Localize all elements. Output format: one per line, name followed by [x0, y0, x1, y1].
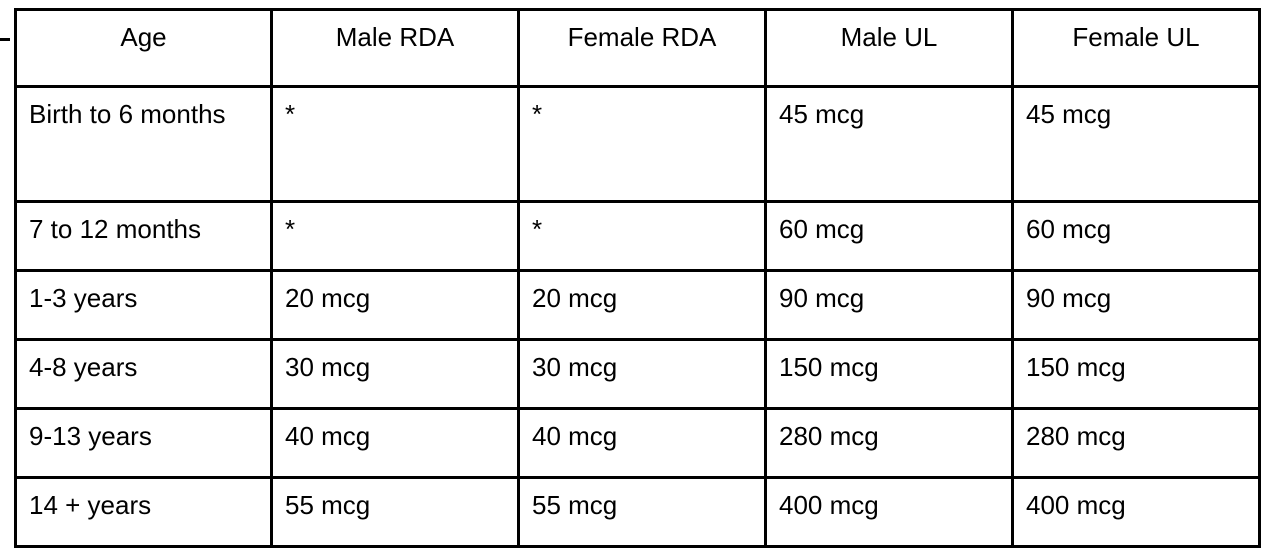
cell-male-ul: 60 mcg — [766, 202, 1013, 271]
cell-female-ul: 45 mcg — [1013, 87, 1260, 202]
table-body — [16, 87, 1260, 547]
cell-male-rda: * — [272, 202, 519, 271]
table-header — [16, 10, 1260, 87]
table-row — [16, 87, 1260, 202]
column-header-female-rda: Female RDA — [519, 10, 766, 87]
cell-female-rda: 40 mcg — [519, 409, 766, 478]
cell-male-ul: 90 mcg — [766, 271, 1013, 340]
cell-age: 9-13 years — [16, 409, 272, 478]
cell-female-ul: 150 mcg — [1013, 340, 1260, 409]
cell-female-rda: 20 mcg — [519, 271, 766, 340]
table-row — [16, 271, 1260, 340]
cell-male-ul: 400 mcg — [766, 478, 1013, 547]
table-row — [16, 202, 1260, 271]
column-header-female-ul: Female UL — [1013, 10, 1260, 87]
cell-age: 4-8 years — [16, 340, 272, 409]
cell-age: 1-3 years — [16, 271, 272, 340]
cell-male-ul: 150 mcg — [766, 340, 1013, 409]
cell-male-rda: 55 mcg — [272, 478, 519, 547]
cell-female-rda: * — [519, 202, 766, 271]
cell-age: 7 to 12 months — [16, 202, 272, 271]
cell-male-ul: 45 mcg — [766, 87, 1013, 202]
column-header-age: Age — [16, 10, 272, 87]
cell-male-ul: 280 mcg — [766, 409, 1013, 478]
cell-female-ul: 280 mcg — [1013, 409, 1260, 478]
cell-male-rda: 40 mcg — [272, 409, 519, 478]
cell-age: Birth to 6 months — [16, 87, 272, 202]
column-header-male-ul: Male UL — [766, 10, 1013, 87]
table-header-row — [16, 10, 1260, 87]
cell-age: 14 + years — [16, 478, 272, 547]
cell-female-ul: 90 mcg — [1013, 271, 1260, 340]
table-row — [16, 409, 1260, 478]
cell-female-rda: 55 mcg — [519, 478, 766, 547]
left-margin-tick — [0, 38, 10, 41]
nutrient-intake-table — [14, 8, 1261, 548]
column-header-male-rda: Male RDA — [272, 10, 519, 87]
cell-female-rda: 30 mcg — [519, 340, 766, 409]
cell-female-rda: * — [519, 87, 766, 202]
cell-male-rda: 20 mcg — [272, 271, 519, 340]
cell-male-rda: 30 mcg — [272, 340, 519, 409]
nutrient-intake-table-container — [14, 8, 1258, 548]
cell-male-rda: * — [272, 87, 519, 202]
cell-female-ul: 60 mcg — [1013, 202, 1260, 271]
table-row — [16, 478, 1260, 547]
table-row — [16, 340, 1260, 409]
cell-female-ul: 400 mcg — [1013, 478, 1260, 547]
